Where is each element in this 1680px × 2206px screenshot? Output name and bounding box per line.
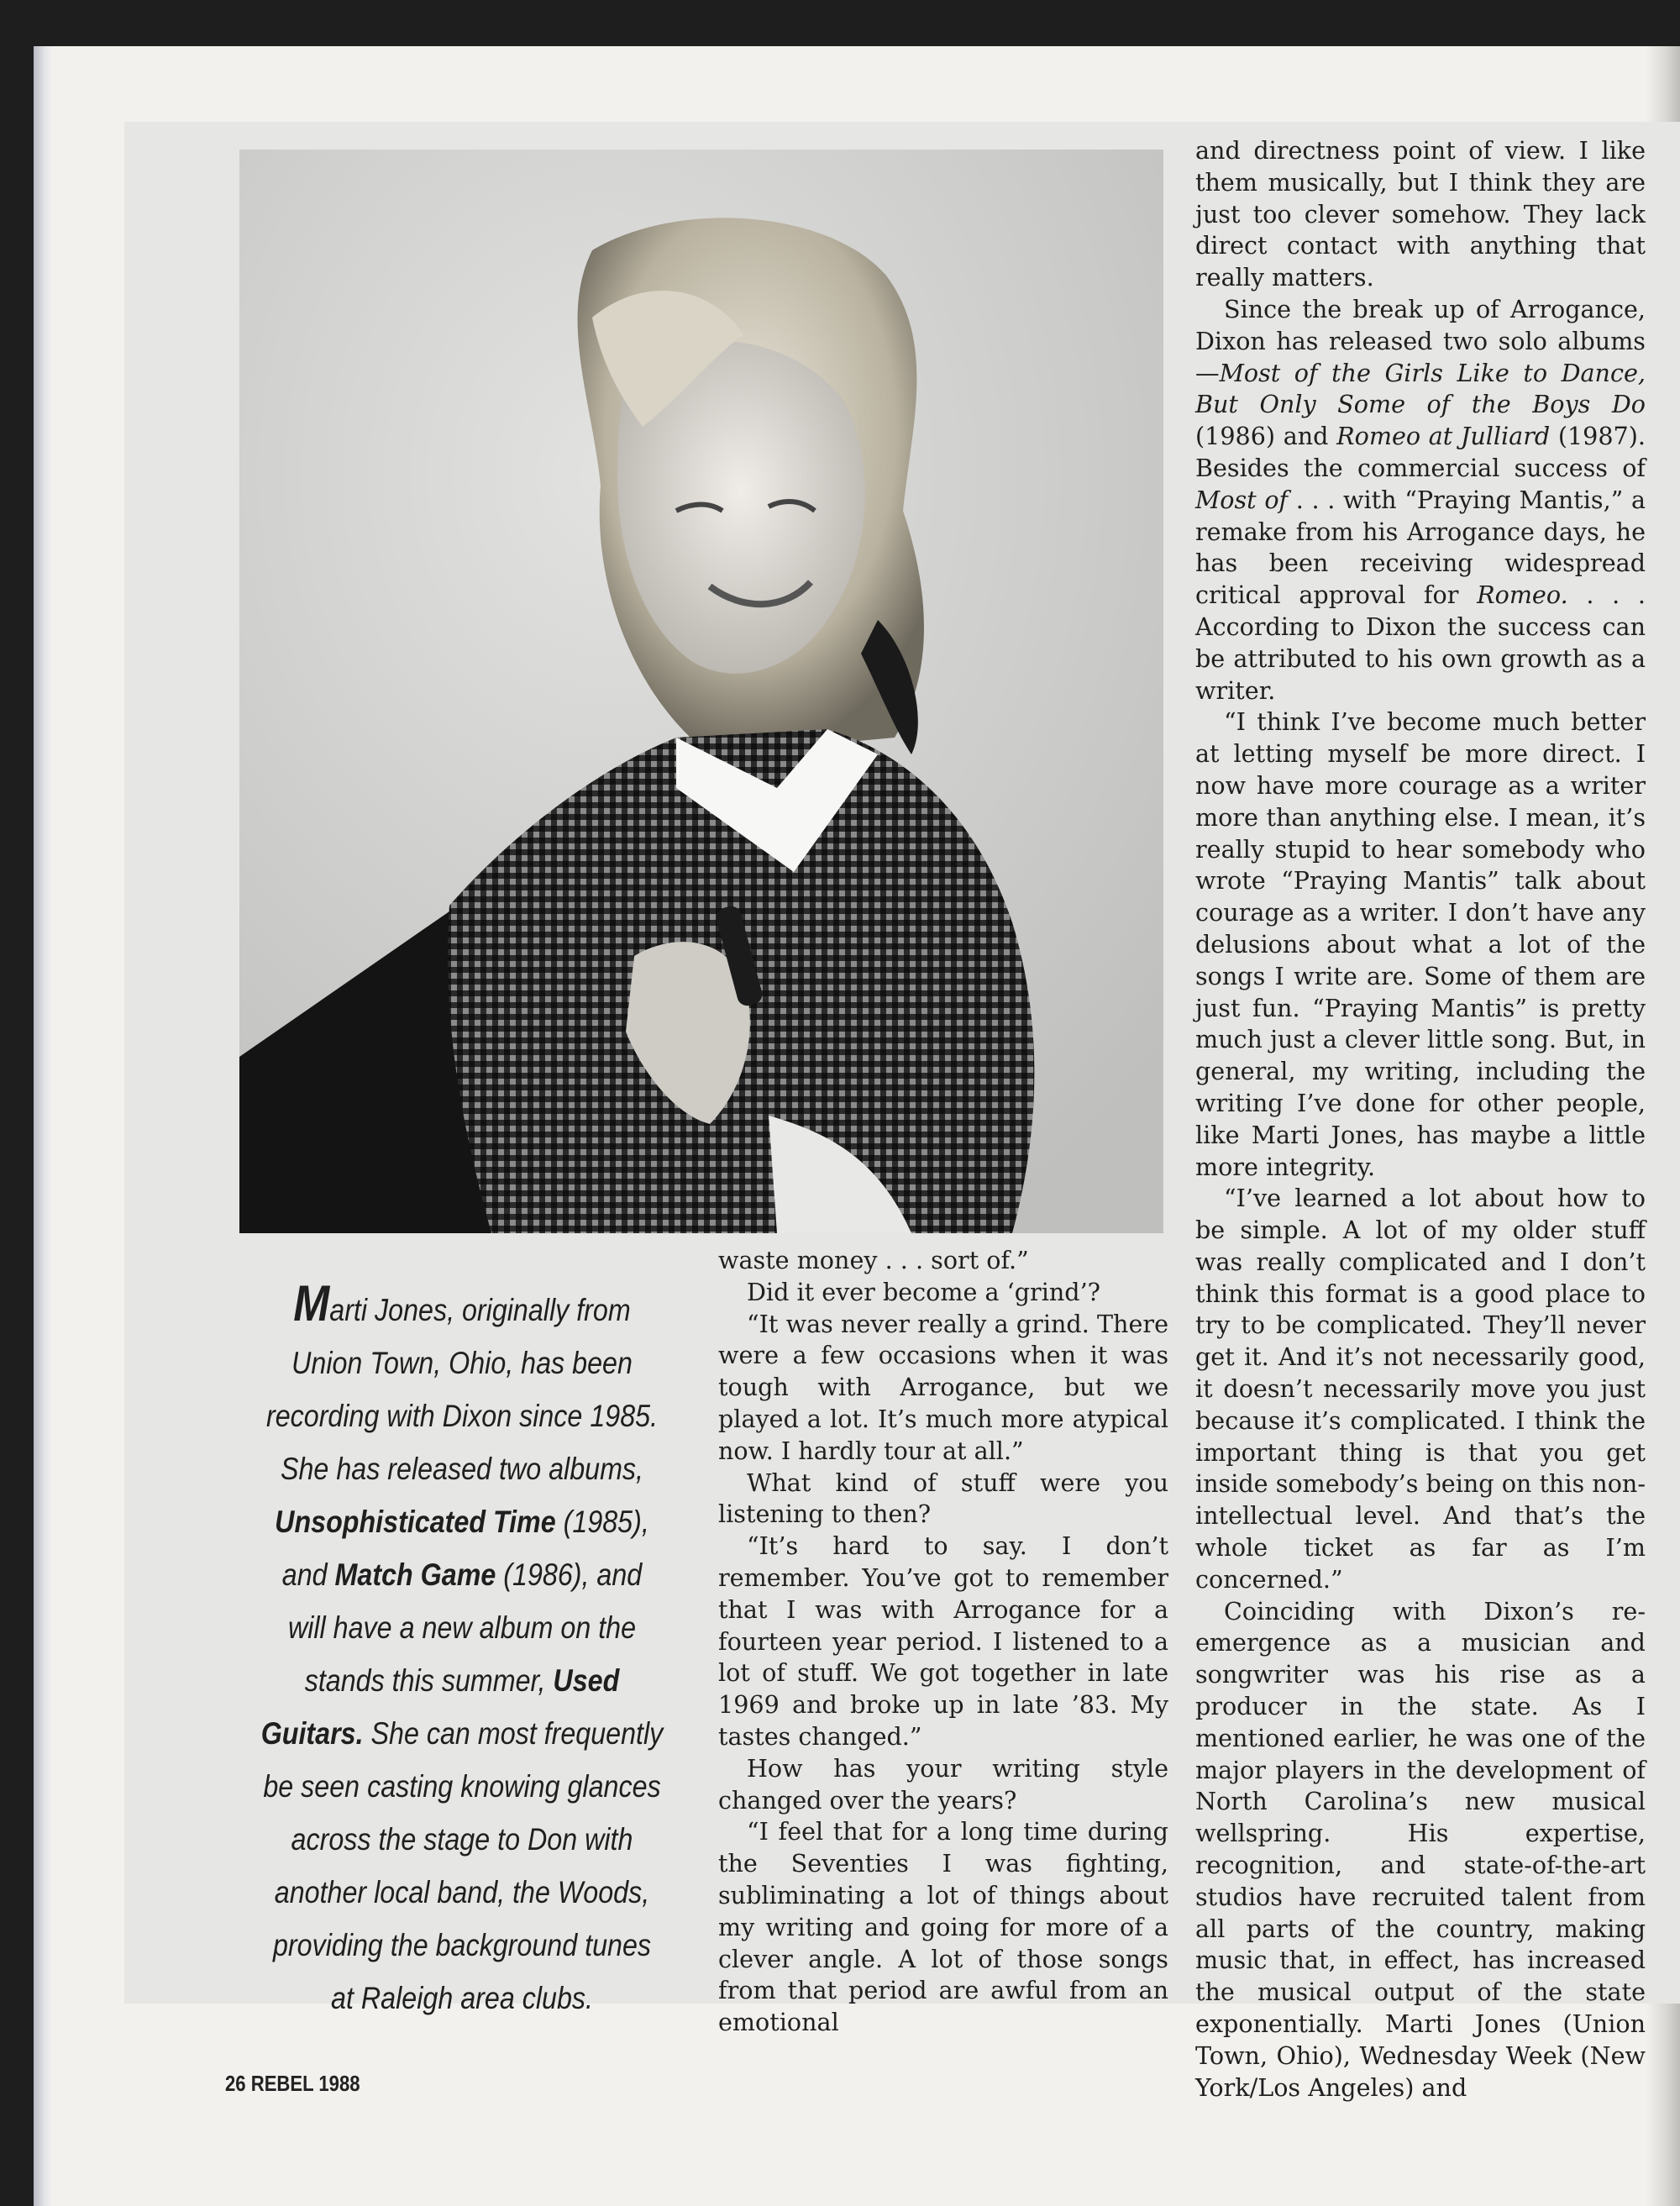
paragraph: “It’s hard to say. I don’t remember. You’ve got to remember that I was with Arrogance for a fourteen year period. I listened to a lot of stuff. We got together in late 1969 and broke up in late ’83. My tastes changed.” — [718, 1531, 1168, 1751]
album-title: Romeo at Julliard — [1336, 422, 1551, 451]
paragraph: Coinciding with Dixon’s re-emergence as a musician and songwriter was his rise as a producer in the state. As I mentioned earlier, he was one of the major players in the development of North Carolina’s new musical wellspring. His expertise, recognition, and state-of-the-art studios have recruited talent from all parts of the country, making music that, in effect, has increased the musical output of the state exponentially. Marti Jones (Union Town, Ohio), Wednesday Week (New York/Los Angeles) and — [1195, 1596, 1646, 2102]
caption-text-2: (1985), and — [281, 1504, 649, 1592]
caption-album-1: Unsophisticated Time — [275, 1504, 556, 1539]
paragraph: and directness point of view. I like them musically, but I think they are just too clever somehow. They lack direct contact with anything that really matters. — [1195, 136, 1646, 292]
text-run: (1986) and — [1195, 422, 1337, 451]
caption-text-1: arti Jones, originally from Union Town, Ohio, has been recording with Dixon since 1985. She has released two albums, — [265, 1292, 659, 1486]
paragraph: waste money . . . sort of.” — [718, 1246, 1029, 1274]
caption-album-3: Used Guitars. — [260, 1662, 620, 1751]
caption-text-4: She can most frequently be seen casting knowing glances across the stage to Don with another local band, the Woods, providing the background tunes at Raleigh area clubs. — [263, 1715, 664, 2015]
portrait-photo — [239, 150, 1163, 1233]
binding-spine — [34, 46, 52, 2206]
text-run: . . . with “Praying Mantis,” a remake from his Arrogance days, he has been receiving widespread critical approval for — [1195, 485, 1646, 610]
portrait-illustration — [239, 150, 1163, 1233]
album-title: Most of — [1195, 485, 1289, 514]
caption-text-3: (1986), and will have a new album on the stands this summer, — [287, 1557, 643, 1698]
interview-question: How has your writing style changed over the years? — [718, 1753, 1168, 1815]
paragraph — [1195, 294, 1646, 706]
album-title: Romeo. — [1477, 580, 1568, 610]
caption-album-2: Match Game — [334, 1557, 496, 1592]
album-title: Most of the Girls Like to Dance, But Only Some of the Boys Do — [1195, 358, 1646, 419]
caption-drop-letter: M — [293, 1275, 330, 1331]
right-column — [1195, 135, 1646, 2104]
middle-column — [718, 1245, 1168, 2039]
interview-question: Did it ever become a ‘grind’? — [747, 1277, 1101, 1306]
paragraph: “I think I’ve become much better at letting myself be more direct. I now have more courage as a writer more than anything else. I mean, it’s really stupid to hear somebody who wrote “Praying Mantis” talk about courage as a writer. I don’t have any delusions about what a lot of the songs I write are. Some of them are just fun. “Praying Mantis” is pretty much just a clever little song. But, in general, my writing, including the writing I’ve done for other people, like Marti Jones, has maybe a little more integrity. — [1195, 707, 1646, 1181]
paragraph: “I feel that for a long time during the Seventies I was fighting, subliminating a lot of things about my writing and going for more of a clever angle. A lot of those songs from that period are awful from an emotional — [718, 1817, 1168, 2037]
text-run: . . . According to Dixon the success can be attributed to his own growth as a writer. — [1195, 580, 1646, 705]
text-run: (1987). Besides the commercial success of — [1195, 422, 1646, 482]
interview-question: What kind of stuff were you listening to then? — [718, 1468, 1168, 1529]
photo-caption — [260, 1275, 664, 2025]
text-run: Since the break up of Arrogance, Dixon has released two solo albums— — [1195, 294, 1646, 387]
paragraph: “It was never really a grind. There were a few occasions when it was tough with Arrogance, but we played a lot. It’s much more atypical now. I hardly tour at all.” — [718, 1309, 1168, 1465]
page-number: 26 — [225, 2071, 246, 2096]
paragraph: “I’ve learned a lot about how to be simple. A lot of my older stuff was really complicated and I don’t think this format is a good place to try to be complicated. They’ll never get it. And it’s not necessarily good, it doesn’t necessarily move you just because it’s complicated. I think the important thing is that you get inside somebody’s being on this non-intellectual level. And that’s the whole ticket as far as I’m concerned.” — [1195, 1184, 1646, 1594]
page-footer — [225, 2071, 360, 2097]
publication-name: REBEL 1988 — [250, 2071, 360, 2096]
